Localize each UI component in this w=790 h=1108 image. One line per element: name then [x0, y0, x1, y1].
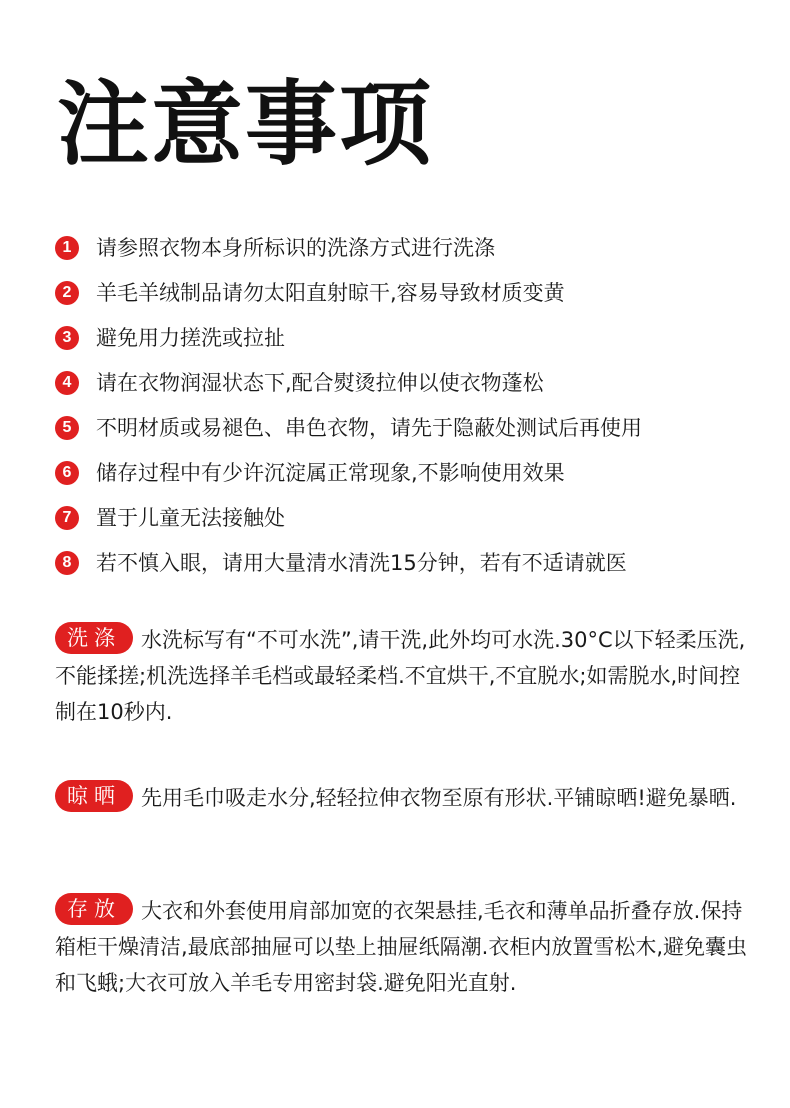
note-item-1: [55, 225, 775, 270]
drying-tag: 晾晒: [55, 780, 133, 812]
number-badge-icon: 1: [55, 236, 79, 260]
storage-tag: 存放: [55, 893, 133, 925]
note-item-6: [55, 450, 775, 495]
number-badge-icon: 7: [55, 506, 79, 530]
note-item-3: [55, 315, 775, 360]
note-text: 请参照衣物本身所标识的洗涤方式进行洗涤: [96, 235, 495, 260]
page-title: 注意事项: [57, 71, 434, 178]
note-item-8: [55, 540, 775, 585]
number-badge-icon: 2: [55, 281, 79, 305]
number-badge-icon: 5: [55, 416, 79, 440]
number-badge-icon: 8: [55, 551, 79, 575]
note-text: 储存过程中有少许沉淀属正常现象,不影响使用效果: [96, 460, 565, 485]
washing-text: 水洗标写有“不可水洗”,请干洗,此外均可水洗.30°C以下轻柔压洗,不能揉搓;机洗选择羊毛档或最轻柔档.不宜烘干,不宜脱水;如需脱水,时间控制在10秒内.: [55, 628, 746, 724]
note-item-4: [55, 360, 775, 405]
note-text: 不明材质或易褪色、串色衣物，请先于隐蔽处测试后再使用: [96, 415, 642, 440]
note-item-7: [55, 495, 775, 540]
number-badge-icon: 6: [55, 461, 79, 485]
note-text: 若不慎入眼，请用大量清水清洗15分钟，若有不适请就医: [96, 550, 627, 575]
notes-list: [55, 225, 775, 585]
drying-section: [55, 780, 760, 816]
note-text: 羊毛羊绒制品请勿太阳直射晾干,容易导致材质变黄: [96, 280, 565, 305]
note-item-5: [55, 405, 775, 450]
storage-text: 大衣和外套使用肩部加宽的衣架悬挂,毛衣和薄单品折叠存放.保持箱柜干燥清洁,最底部抽屉可以垫上抽屉纸隔潮.衣柜内放置雪松木,避免囊虫和飞蛾;大衣可放入羊毛专用密封袋.避免阳光直射.: [55, 899, 748, 995]
number-badge-icon: 3: [55, 326, 79, 350]
washing-tag: 洗涤: [55, 622, 133, 654]
drying-text: 先用毛巾吸走水分,轻轻拉伸衣物至原有形状.平铺晾晒!避免暴晒.: [141, 786, 737, 810]
note-text: 避免用力搓洗或拉扯: [96, 325, 285, 350]
note-item-2: [55, 270, 775, 315]
storage-section: [55, 893, 760, 1001]
number-badge-icon: 4: [55, 371, 79, 395]
note-text: 请在衣物润湿状态下,配合熨烫拉伸以使衣物蓬松: [96, 370, 544, 395]
note-text: 置于儿童无法接触处: [96, 505, 285, 530]
washing-section: [55, 622, 760, 730]
